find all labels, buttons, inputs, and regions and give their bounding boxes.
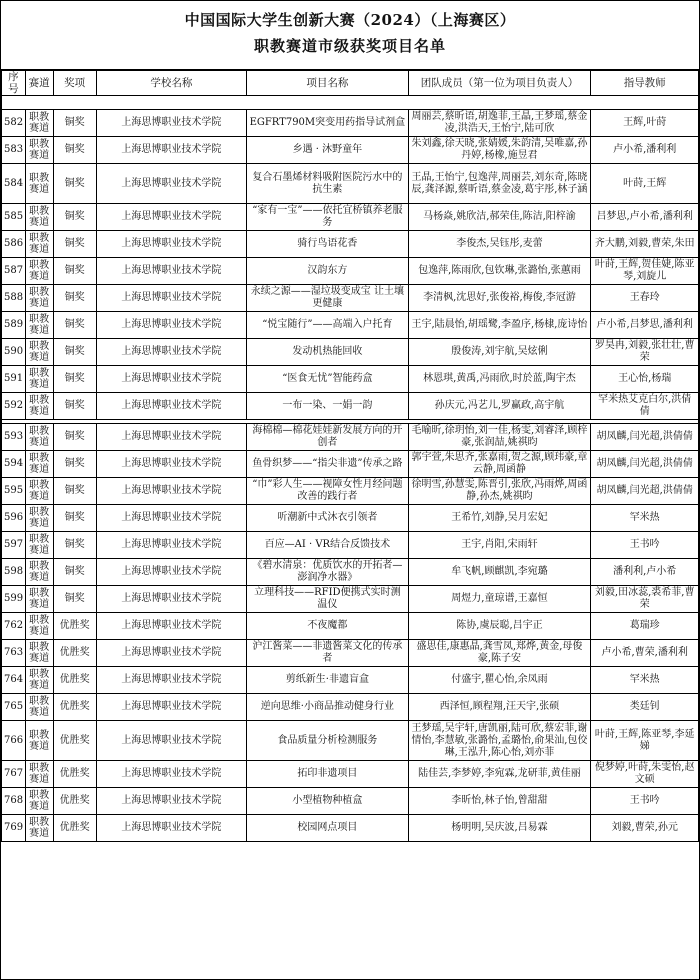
header-track: 赛道	[25, 71, 53, 96]
table-row	[2, 815, 699, 842]
header-teacher: 指导教师	[591, 71, 699, 96]
cell-award: 铜奖	[53, 586, 96, 613]
cell-team: 王晶,王怡宁,包逸萍,周丽芸,刘东奇,陈晓辰,龚泽源,蔡昕语,蔡金凌,葛宇彤,林子涵	[408, 164, 591, 204]
cell-teacher: 类廷钊	[591, 694, 699, 721]
table-row	[2, 137, 699, 164]
cell-award: 铜奖	[53, 505, 96, 532]
cell-project: 汉韵东方	[247, 258, 408, 285]
cell-track: 职教赛道	[25, 424, 53, 451]
cell-award: 优胜奖	[53, 721, 96, 761]
cell-project: 食品质量分析检测服务	[247, 721, 408, 761]
cell-team: 郭宇萱,朱思齐,张嘉雨,贺之源,顾玮豪,章云静,周函静	[408, 451, 591, 478]
cell-project: 小型植物种植盒	[247, 788, 408, 815]
cell-award: 铜奖	[53, 366, 96, 393]
cell-no: 597	[2, 532, 26, 559]
cell-track: 职教赛道	[25, 761, 53, 788]
table-row	[2, 204, 699, 231]
cell-project: “悦宝随行”——高端入户托育	[247, 312, 408, 339]
cell-school: 上海思博职业技术学院	[96, 586, 247, 613]
cell-no: 769	[2, 815, 26, 842]
table-row	[2, 285, 699, 312]
cell-teacher: 卢小希,潘利利	[591, 137, 699, 164]
cell-school: 上海思博职业技术学院	[96, 424, 247, 451]
cell-award: 铜奖	[53, 231, 96, 258]
cell-team: 包逸萍,陈雨欣,包钦琳,张潞怡,张蕙雨	[408, 258, 591, 285]
table-row	[2, 586, 699, 613]
table-row	[2, 231, 699, 258]
cell-school: 上海思博职业技术学院	[96, 110, 247, 137]
cell-school: 上海思博职业技术学院	[96, 788, 247, 815]
cell-team: 陈协,虞辰聪,吕宇正	[408, 613, 591, 640]
cell-track: 职教赛道	[25, 640, 53, 667]
cell-no: 593	[2, 424, 26, 451]
cell-school: 上海思博职业技术学院	[96, 559, 247, 586]
table-row	[2, 451, 699, 478]
cell-team: 盛思佳,康惠晶,龚雪凤,郑烨,黄金,母俊豪,陈子安	[408, 640, 591, 667]
cell-school: 上海思博职业技术学院	[96, 164, 247, 204]
cell-no: 764	[2, 667, 26, 694]
cell-team: 王梦瑶,吴宇轩,唐凯丽,陆可欣,蔡宏菲,谢情怡,李慧敏,张潞怡,孟璐怡,俞果汕,包佼琳,王泓升,陈心怡,刘亦菲	[408, 721, 591, 761]
cell-no: 584	[2, 164, 26, 204]
cell-school: 上海思博职业技术学院	[96, 694, 247, 721]
cell-no: 596	[2, 505, 26, 532]
cell-no: 598	[2, 559, 26, 586]
table-row	[2, 110, 699, 137]
cell-award: 铜奖	[53, 258, 96, 285]
cell-track: 职教赛道	[25, 586, 53, 613]
cell-award: 优胜奖	[53, 815, 96, 842]
cell-school: 上海思博职业技术学院	[96, 312, 247, 339]
cell-school: 上海思博职业技术学院	[96, 258, 247, 285]
cell-teacher: 王辉,叶莳	[591, 110, 699, 137]
cell-team: 王希竹,刘静,吴月宏妃	[408, 505, 591, 532]
cell-teacher: 卢小希,吕梦思,潘利利	[591, 312, 699, 339]
table-row	[2, 532, 699, 559]
cell-no: 763	[2, 640, 26, 667]
cell-teacher: 刘毅,田冰蕊,裘希菲,曹荣	[591, 586, 699, 613]
cell-project: “医食无忧”智能药盒	[247, 366, 408, 393]
cell-school: 上海思博职业技术学院	[96, 532, 247, 559]
cell-award: 铜奖	[53, 559, 96, 586]
table-row	[2, 339, 699, 366]
cell-teacher: 叶莳,王辉,贺佳婕,陈亚琴,刘旋儿	[591, 258, 699, 285]
cell-school: 上海思博职业技术学院	[96, 204, 247, 231]
cell-track: 职教赛道	[25, 694, 53, 721]
header-no: 序号	[2, 71, 26, 96]
cell-no: 765	[2, 694, 26, 721]
cell-teacher: 王书吟	[591, 788, 699, 815]
cell-track: 职教赛道	[25, 366, 53, 393]
cell-team: 李昕怡,林子怡,曾甜甜	[408, 788, 591, 815]
cell-project: 鱼骨织梦——“指尖非遗”传承之路	[247, 451, 408, 478]
table-row	[2, 424, 699, 451]
table-row	[2, 721, 699, 761]
cell-school: 上海思博职业技术学院	[96, 366, 247, 393]
cell-no: 587	[2, 258, 26, 285]
document-title	[1, 1, 699, 70]
table-row	[2, 613, 699, 640]
cell-no: 768	[2, 788, 26, 815]
cell-team: 徐明雪,孙慧雯,陈晋引,张欣,冯雨烨,周函静,孙杰,姚祺昀	[408, 478, 591, 505]
cell-track: 职教赛道	[25, 532, 53, 559]
table-row	[2, 505, 699, 532]
cell-award: 铜奖	[53, 204, 96, 231]
cell-teacher: 潘利利,卢小希	[591, 559, 699, 586]
cell-school: 上海思博职业技术学院	[96, 667, 247, 694]
cell-track: 职教赛道	[25, 204, 53, 231]
cell-award: 铜奖	[53, 451, 96, 478]
cell-no: 766	[2, 721, 26, 761]
cell-track: 职教赛道	[25, 451, 53, 478]
cell-award: 优胜奖	[53, 694, 96, 721]
cell-track: 职教赛道	[25, 393, 53, 420]
cell-project: 复合石墨烯材料吸附医院污水中的抗生素	[247, 164, 408, 204]
table-row	[2, 559, 699, 586]
title-line-2: 职教赛道市级获奖项目名单	[253, 37, 446, 55]
cell-teacher: 罕米热	[591, 505, 699, 532]
cell-no: 599	[2, 586, 26, 613]
cell-school: 上海思博职业技术学院	[96, 505, 247, 532]
cell-teacher: 倪梦婷,叶莳,朱雯怡,赵文硕	[591, 761, 699, 788]
table-row	[2, 478, 699, 505]
cell-teacher: 罕米热	[591, 667, 699, 694]
table-row	[2, 667, 699, 694]
header-school: 学校名称	[96, 71, 247, 96]
section-gap	[2, 96, 699, 110]
cell-teacher: 罗昊冉,刘毅,张壮壮,曹荣	[591, 339, 699, 366]
header-team: 团队成员（第一位为项目负责人）	[408, 71, 591, 96]
cell-track: 职教赛道	[25, 164, 53, 204]
cell-project: 骑行鸟语花香	[247, 231, 408, 258]
table-row	[2, 258, 699, 285]
cell-project: 立理科技——RFID便携式实时测温仪	[247, 586, 408, 613]
cell-project: 沪江酱菜——非遗酱菜文化的传承者	[247, 640, 408, 667]
cell-project: 不夜魔都	[247, 613, 408, 640]
cell-teacher: 吕梦思,卢小希,潘利利	[591, 204, 699, 231]
cell-team: 西泽恒,顾程翔,汪天宇,张硕	[408, 694, 591, 721]
cell-track: 职教赛道	[25, 258, 53, 285]
table-header-row	[2, 71, 699, 96]
cell-award: 铜奖	[53, 393, 96, 420]
cell-teacher: 葛瑞珍	[591, 613, 699, 640]
cell-no: 762	[2, 613, 26, 640]
cell-track: 职教赛道	[25, 231, 53, 258]
cell-no: 582	[2, 110, 26, 137]
cell-no: 595	[2, 478, 26, 505]
cell-award: 优胜奖	[53, 667, 96, 694]
cell-school: 上海思博职业技术学院	[96, 231, 247, 258]
header-award: 奖项	[53, 71, 96, 96]
cell-award: 优胜奖	[53, 613, 96, 640]
cell-project: 拓印非遗项目	[247, 761, 408, 788]
table-body	[2, 96, 699, 842]
cell-project: EGFRT790M突变用药指导试剂盒	[247, 110, 408, 137]
cell-project: 校园网点项目	[247, 815, 408, 842]
cell-school: 上海思博职业技术学院	[96, 640, 247, 667]
table-row	[2, 640, 699, 667]
cell-award: 铜奖	[53, 285, 96, 312]
cell-school: 上海思博职业技术学院	[96, 393, 247, 420]
cell-project: 乡遇 · 沐野童年	[247, 137, 408, 164]
cell-school: 上海思博职业技术学院	[96, 815, 247, 842]
cell-teacher: 叶莳,王辉	[591, 164, 699, 204]
cell-school: 上海思博职业技术学院	[96, 137, 247, 164]
cell-no: 586	[2, 231, 26, 258]
cell-school: 上海思博职业技术学院	[96, 285, 247, 312]
cell-project: 一布一染、一娟一韵	[247, 393, 408, 420]
cell-track: 职教赛道	[25, 285, 53, 312]
cell-project: 百应—AI · VR结合反馈技术	[247, 532, 408, 559]
cell-award: 铜奖	[53, 339, 96, 366]
cell-team: 王宇,陆晨怡,胡瑶鹭,李盈序,杨棣,庞诗怡	[408, 312, 591, 339]
cell-team: 林恩琪,黄禹,冯雨欣,时於蓝,陶宇杰	[408, 366, 591, 393]
cell-award: 铜奖	[53, 478, 96, 505]
cell-project: 剪纸新生·非遗盲盒	[247, 667, 408, 694]
table-row	[2, 366, 699, 393]
cell-teacher: 胡凤麟,闫光超,洪倩倩	[591, 451, 699, 478]
cell-team: 孙庆元,冯艺儿,罗赢政,高宇航	[408, 393, 591, 420]
cell-team: 毛喻昕,徐玥怡,刘一佳,杨雯,刘睿泽,顾梓豪,张润喆,姚祺昀	[408, 424, 591, 451]
cell-school: 上海思博职业技术学院	[96, 451, 247, 478]
cell-award: 铜奖	[53, 424, 96, 451]
gap-cell	[2, 96, 699, 110]
cell-teacher: 卢小希,曹荣,潘利利	[591, 640, 699, 667]
cell-track: 职教赛道	[25, 667, 53, 694]
cell-team: 马杨焱,姚欣洁,郝荣佳,陈洁,阳梓渝	[408, 204, 591, 231]
award-table	[1, 70, 699, 842]
cell-school: 上海思博职业技术学院	[96, 721, 247, 761]
title-line-1: 中国国际大学生创新大赛（2024）（上海赛区）	[184, 11, 516, 29]
table-row	[2, 393, 699, 420]
table-row	[2, 788, 699, 815]
cell-track: 职教赛道	[25, 137, 53, 164]
cell-teacher: 胡凤麟,闫光超,洪倩倩	[591, 424, 699, 451]
cell-award: 优胜奖	[53, 788, 96, 815]
table-row	[2, 761, 699, 788]
cell-track: 职教赛道	[25, 613, 53, 640]
cell-track: 职教赛道	[25, 505, 53, 532]
cell-no: 583	[2, 137, 26, 164]
cell-award: 铜奖	[53, 312, 96, 339]
cell-project: 《碧水清泉：优质饮水的开拓者—澎润净水器》	[247, 559, 408, 586]
table-row	[2, 694, 699, 721]
cell-no: 767	[2, 761, 26, 788]
cell-teacher: 王春玲	[591, 285, 699, 312]
cell-track: 职教赛道	[25, 478, 53, 505]
cell-project: 发动机热能回收	[247, 339, 408, 366]
cell-track: 职教赛道	[25, 312, 53, 339]
cell-team: 王宇,肖阳,宋雨轩	[408, 532, 591, 559]
cell-no: 585	[2, 204, 26, 231]
cell-teacher: 刘毅,曹荣,孙元	[591, 815, 699, 842]
cell-school: 上海思博职业技术学院	[96, 339, 247, 366]
cell-project: 逆向思维·小商品推动健身行业	[247, 694, 408, 721]
cell-teacher: 胡凤麟,闫光超,洪倩倩	[591, 478, 699, 505]
cell-teacher: 叶莳,王辉,陈亚琴,李延娣	[591, 721, 699, 761]
cell-team: 李俊杰,吴钰彤,麦蕾	[408, 231, 591, 258]
cell-project: “巾”彩人生——视障女性月经问题改善的践行者	[247, 478, 408, 505]
cell-track: 职教赛道	[25, 788, 53, 815]
cell-team: 杨明明,吴庆波,吕易霖	[408, 815, 591, 842]
cell-school: 上海思博职业技术学院	[96, 478, 247, 505]
cell-project: “家有一宝”——依托宜桥镇养老服务	[247, 204, 408, 231]
cell-teacher: 王心怡,杨瑞	[591, 366, 699, 393]
cell-track: 职教赛道	[25, 721, 53, 761]
cell-team: 殷俊涛,刘宇航,吴炫俐	[408, 339, 591, 366]
cell-teacher: 王书吟	[591, 532, 699, 559]
cell-team: 李清枫,沈思好,张俊裕,梅俊,李冠游	[408, 285, 591, 312]
cell-no: 589	[2, 312, 26, 339]
cell-award: 铜奖	[53, 137, 96, 164]
cell-track: 职教赛道	[25, 559, 53, 586]
cell-award: 铜奖	[53, 532, 96, 559]
cell-team: 牟飞帆,顾麒凯,李宛璐	[408, 559, 591, 586]
table-row	[2, 312, 699, 339]
cell-no: 594	[2, 451, 26, 478]
cell-teacher: 齐大鹏,刘毅,曹荣,朱田	[591, 231, 699, 258]
cell-team: 付盛宇,瞿心怡,余凤雨	[408, 667, 591, 694]
table-row	[2, 164, 699, 204]
cell-no: 591	[2, 366, 26, 393]
cell-project: 永续之源——湿垃圾变成宝 让土壤更健康	[247, 285, 408, 312]
cell-track: 职教赛道	[25, 339, 53, 366]
cell-track: 职教赛道	[25, 110, 53, 137]
header-project: 项目名称	[247, 71, 408, 96]
cell-project: 听潮新中式沐衣引领者	[247, 505, 408, 532]
cell-no: 590	[2, 339, 26, 366]
cell-award: 铜奖	[53, 110, 96, 137]
cell-project: 海棉棉—棉花娃娃新发展方向的开创者	[247, 424, 408, 451]
cell-track: 职教赛道	[25, 815, 53, 842]
cell-team: 朱刘鑫,徐天晓,张婧媛,朱韵清,吴唯嘉,孙丹婷,杨橡,施昱君	[408, 137, 591, 164]
cell-team: 周煜力,童琼谱,王嘉恒	[408, 586, 591, 613]
cell-no: 588	[2, 285, 26, 312]
cell-award: 优胜奖	[53, 640, 96, 667]
cell-award: 优胜奖	[53, 761, 96, 788]
cell-teacher: 罕米热艾克白尔,洪倩倩	[591, 393, 699, 420]
cell-team: 陆佳芸,李梦婷,李宛霖,龙研菲,黄佳丽	[408, 761, 591, 788]
cell-team: 周丽芸,蔡昕语,胡逸菲,王晶,王梦瑶,蔡金凌,洪浩天,王怡宁,陆可欣	[408, 110, 591, 137]
cell-no: 592	[2, 393, 26, 420]
cell-award: 铜奖	[53, 164, 96, 204]
cell-school: 上海思博职业技术学院	[96, 761, 247, 788]
cell-school: 上海思博职业技术学院	[96, 613, 247, 640]
